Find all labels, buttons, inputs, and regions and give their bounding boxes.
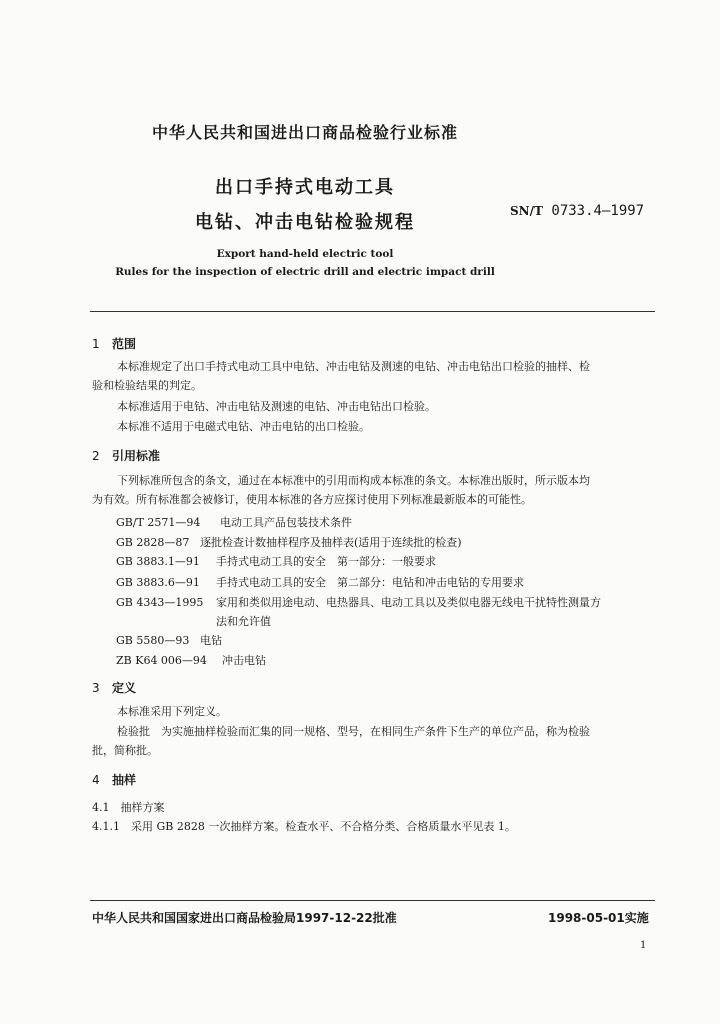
reference-name: 家用和类似用途电动、电热器具、电动工具以及类似电器无线电干扰特性测量方 bbox=[216, 596, 601, 609]
s1-paragraph-3: 本标准不适用于电磁式电钻、冲击电钻的出口检验。 bbox=[117, 420, 370, 433]
reference-name: 冲击电钻 bbox=[222, 654, 266, 667]
header-divider bbox=[90, 311, 655, 312]
reference-item bbox=[116, 652, 266, 668]
standard-code: 0733.4—1997 bbox=[551, 203, 645, 219]
reference-item bbox=[116, 514, 352, 530]
s4-subsection-4-1: 4.1 抽样方案 bbox=[92, 801, 165, 814]
reference-code: GB/T 2571—94 bbox=[116, 516, 201, 529]
s1-paragraph-2: 本标准适用于电钻、冲击电钻及测速的电钻、冲击电钻出口检验。 bbox=[117, 400, 436, 413]
reference-code: GB 2828—87 bbox=[116, 536, 190, 549]
s3-paragraph-2: 检验批 为实施抽样检验而汇集的同一规格、型号，在相同生产条件下生产的单位产品，称为检验 bbox=[117, 725, 590, 738]
reference-item-cont bbox=[216, 613, 271, 629]
section-3-heading bbox=[92, 679, 136, 696]
section-number: 1 bbox=[92, 337, 100, 351]
section-number: 2 bbox=[92, 449, 100, 463]
section-title: 范围 bbox=[112, 337, 137, 351]
standard-number bbox=[510, 203, 644, 219]
english-title-line2: Rules for the inspection of electric drill and electric impact drill bbox=[115, 266, 495, 278]
standard-prefix: SN/T bbox=[510, 204, 543, 218]
section-4-heading bbox=[92, 771, 136, 788]
reference-item bbox=[116, 574, 524, 590]
issuer-approval: 中华人民共和国国家进出口商品检验局1997-12-22批准 bbox=[92, 911, 397, 925]
reference-name: 电动工具产品包装技术条件 bbox=[220, 516, 352, 529]
document-title-line1: 出口手持式电动工具 bbox=[215, 177, 395, 198]
section-2-heading bbox=[92, 447, 160, 464]
section-number: 4 bbox=[92, 773, 100, 787]
reference-item bbox=[116, 553, 436, 569]
reference-name: 手持式电动工具的安全 第一部分：一般要求 bbox=[216, 555, 436, 568]
section-1-heading bbox=[92, 335, 136, 352]
reference-name: 逐批检查计数抽样程序及抽样表(适用于连续批的检查) bbox=[200, 536, 462, 549]
reference-code: GB 3883.6—91 bbox=[116, 576, 200, 589]
reference-code: ZB K64 006—94 bbox=[116, 654, 207, 667]
reference-item bbox=[116, 632, 222, 648]
section-number: 3 bbox=[92, 681, 100, 695]
reference-name: 手持式电动工具的安全 第二部分：电钻和冲击电钻的专用要求 bbox=[216, 576, 524, 589]
reference-code: GB 4343—1995 bbox=[116, 596, 204, 609]
s1-paragraph-1: 本标准规定了出口手持式电动工具中电钻、冲击电钻及测速的电钻、冲击电钻出口检验的抽样、检 bbox=[117, 360, 590, 373]
s4-subsection-4-1-1: 4.1.1 采用 GB 2828 一次抽样方案。检查水平、不合格分类、合格质量水平见表 1。 bbox=[92, 820, 516, 833]
section-title: 定义 bbox=[112, 681, 137, 695]
effective-date: 1998-05-01实施 bbox=[548, 911, 649, 925]
s3-paragraph-1: 本标准采用下列定义。 bbox=[117, 705, 227, 718]
section-title: 抽样 bbox=[112, 773, 137, 787]
s3-paragraph-2-cont: 批，简称批。 bbox=[92, 744, 158, 757]
page-number: 1 bbox=[640, 940, 647, 951]
section-title: 引用标准 bbox=[112, 449, 161, 463]
reference-name: 法和允许值 bbox=[216, 615, 271, 628]
english-title-line1: Export hand-held electric tool bbox=[216, 248, 394, 260]
reference-item bbox=[116, 594, 601, 610]
reference-name: 电钻 bbox=[200, 634, 222, 647]
s2-paragraph-1-cont: 为有效。所有标准都会被修订，使用本标准的各方应探讨使用下列标准最新版本的可能性。 bbox=[92, 493, 532, 506]
reference-code: GB 5580—93 bbox=[116, 634, 190, 647]
footer-divider bbox=[90, 900, 655, 901]
s1-paragraph-1-cont: 验和检验结果的判定。 bbox=[92, 379, 202, 392]
document-title-line2: 电钻、冲击电钻检验规程 bbox=[195, 212, 415, 233]
s2-paragraph-1: 下列标准所包含的条文，通过在本标准中的引用而构成本标准的条文。本标准出版时，所示版本均 bbox=[117, 474, 590, 487]
org-title: 中华人民共和国进出口商品检验行业标准 bbox=[151, 123, 458, 142]
reference-code: GB 3883.1—91 bbox=[116, 555, 200, 568]
reference-item bbox=[116, 534, 462, 550]
